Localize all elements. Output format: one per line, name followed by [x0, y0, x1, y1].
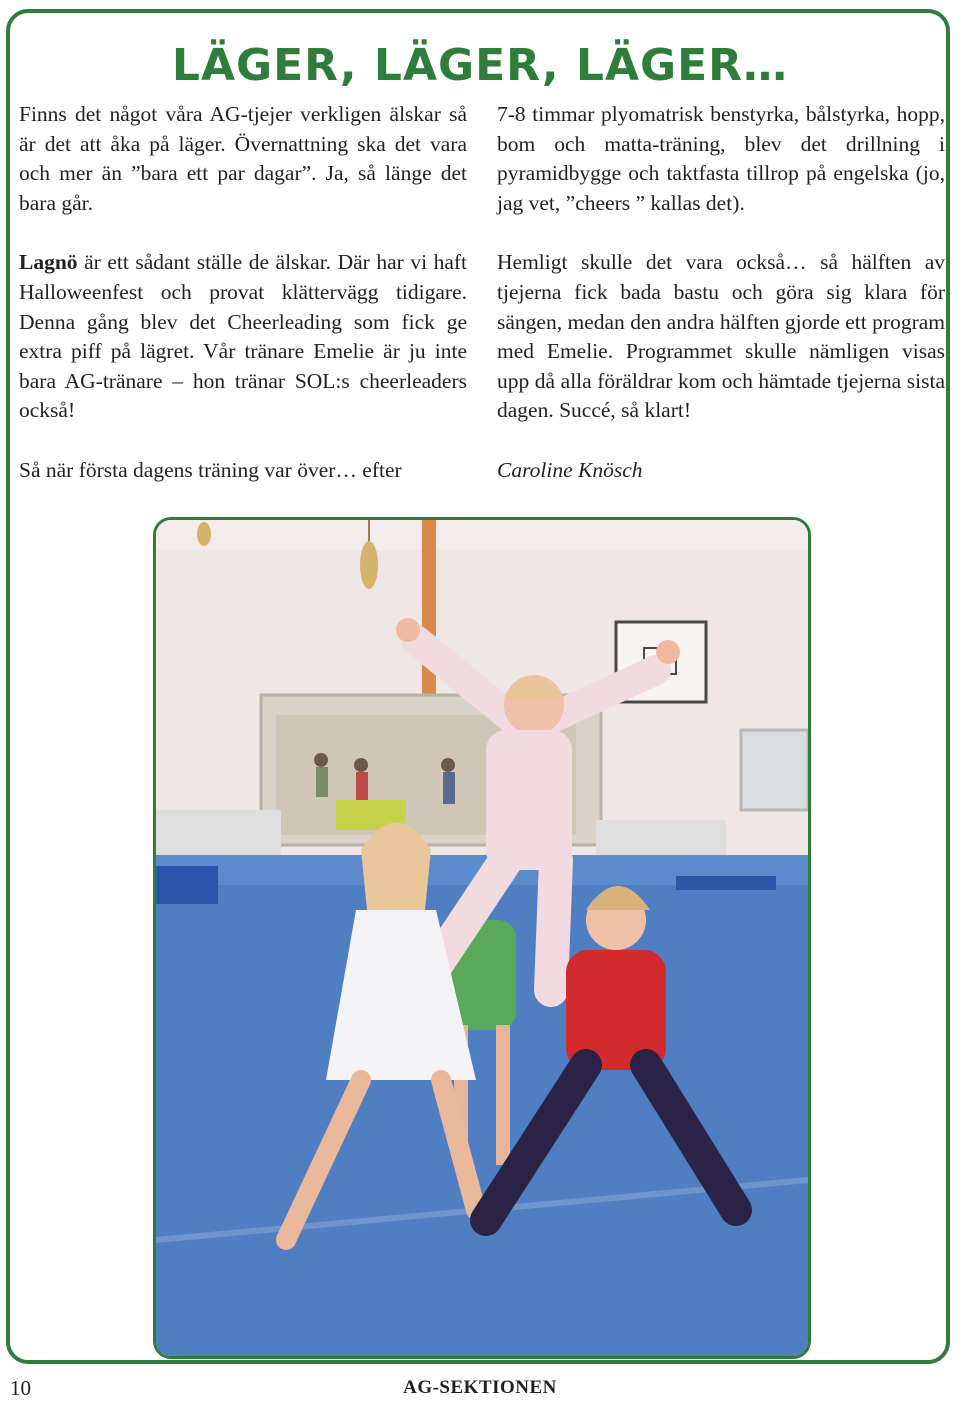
left-column	[19, 100, 467, 486]
right-window	[741, 730, 808, 810]
author-signature: Caroline Knösch	[497, 457, 643, 482]
page-number: 10	[10, 1376, 31, 1400]
right-paragraph-2: Hemligt skulle det vara också… så hälften av tjejerna fick bada bastu och göra sig klara för sängen, medan den andra hälften gjorde ett program med Emelie. Programmet skulle nämligen visas upp då alla föräldrar kom och hämtade tjejerna sista dagen. Succé, så klart!	[497, 250, 945, 423]
left-paragraph-2-text: är ett sådant ställe de älskar. Där har vi haft Halloweenfest och provat klättervägg tidigare. Denna gång blev det Cheerleading som fick ge extra piff på lägret. Vår tränare Emelie är ju inte bara AG-tränare – hon tränar SOL:s cheerleaders också!	[19, 250, 467, 423]
ceiling	[156, 520, 808, 550]
photo-illustration	[156, 520, 808, 1356]
left-paragraph-1: Finns det något våra AG-tjejer verkligen älskar så är det att åka på läger. Övernattning ska det vara och mer än ”bara ett par dagar”. Ja, så länge det bara går.	[19, 102, 467, 215]
lead-word: Lagnö	[19, 250, 78, 275]
article-title: LÄGER, LÄGER, LÄGER…	[171, 40, 789, 91]
wall-pad	[156, 810, 281, 855]
right-column	[497, 100, 945, 486]
footer-section-name: AG-SEKTIONEN	[403, 1377, 557, 1398]
left-paragraph-2	[19, 248, 467, 426]
hanging-ring	[360, 541, 378, 589]
hanging-ring	[197, 522, 211, 546]
left-paragraph-3: Så när första dagens träning var över… efter	[19, 457, 402, 482]
balance-beam	[676, 876, 776, 890]
right-paragraph-1: 7-8 timmar plyomatrisk benstyrka, bålstyrka, hopp, bom och matta-träning, blev det drillning i pyramidbygge och taktfasta tillrop på engelska (jo, jag vet, ”cheers ” kallas det).	[497, 102, 945, 215]
gym-pyramid-photo	[153, 517, 811, 1359]
blue-mat	[156, 866, 218, 904]
